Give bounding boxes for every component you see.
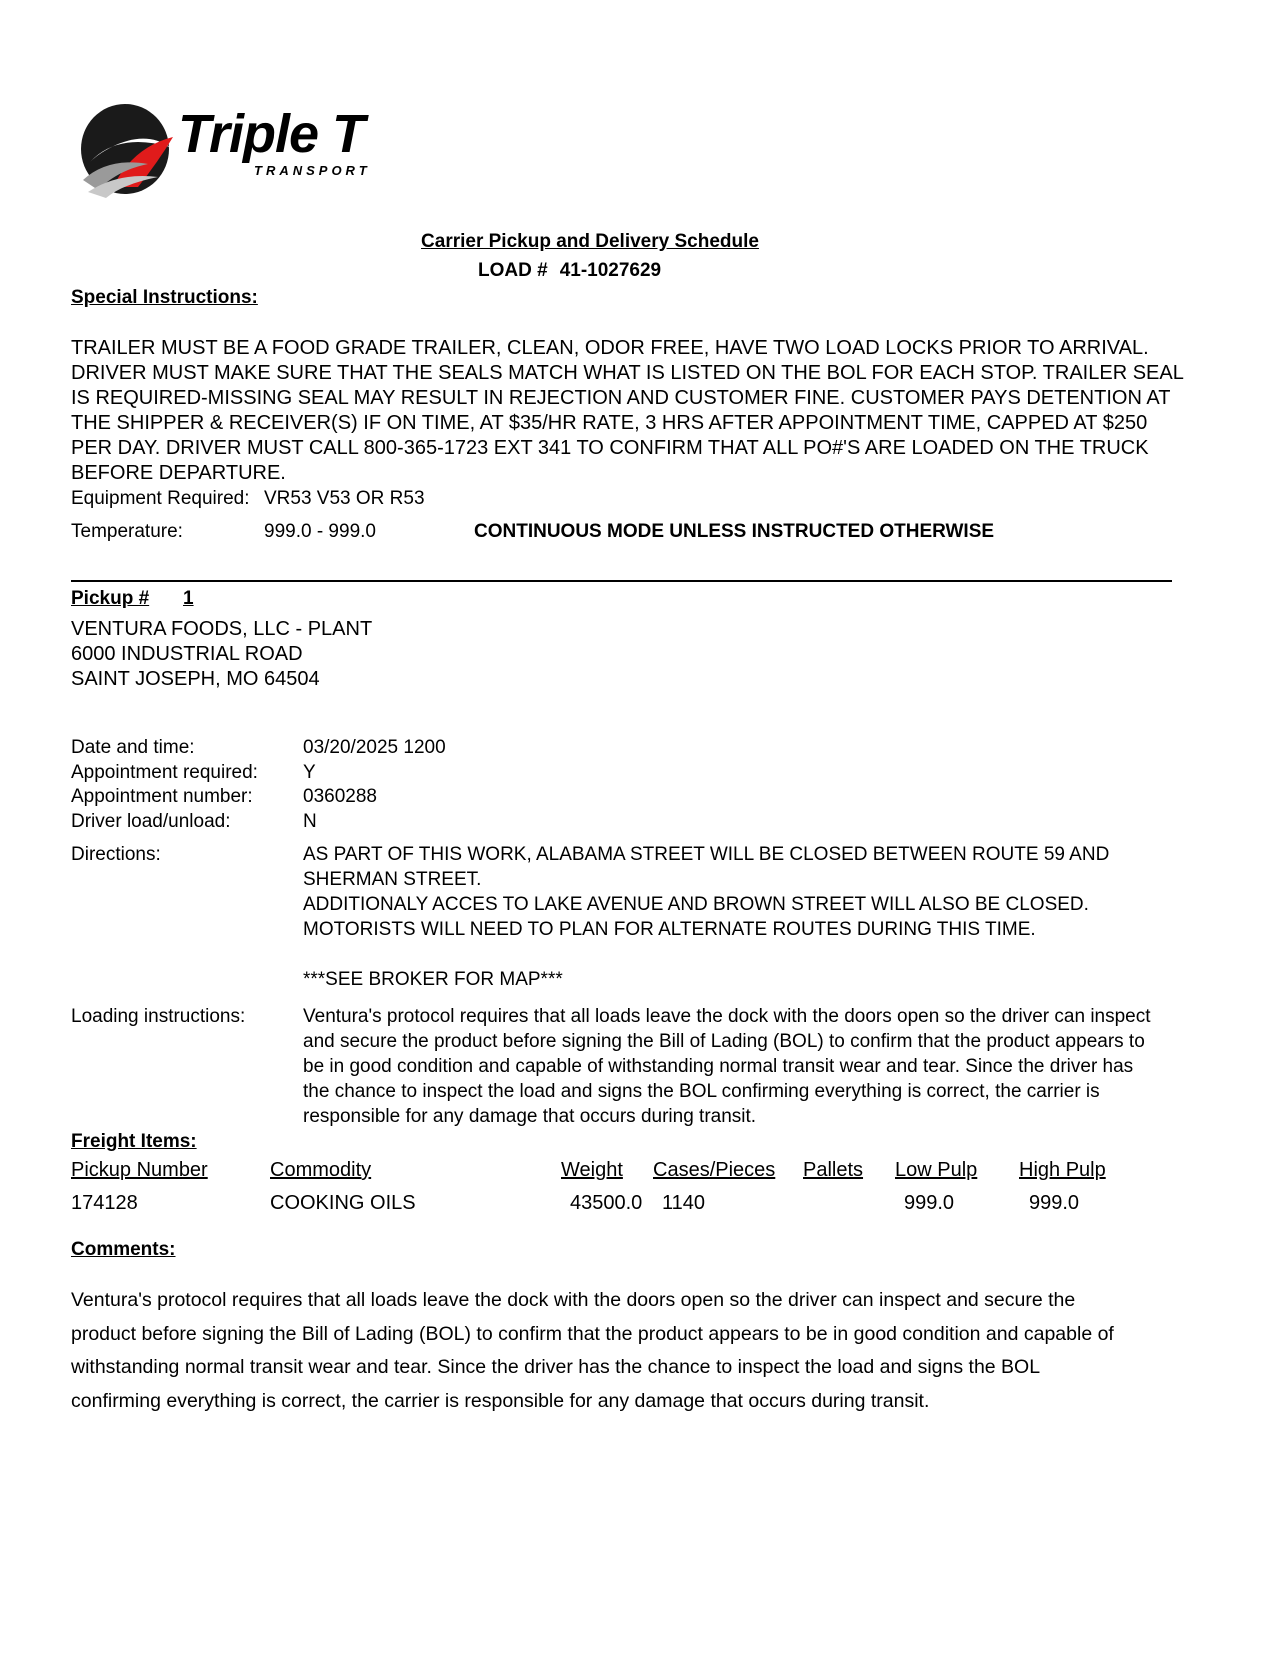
col-header-pickup-number: Pickup Number <box>71 1159 208 1181</box>
cell-cases-pieces: 1140 <box>662 1192 706 1214</box>
equipment-value: VR53 V53 OR R53 <box>264 488 425 509</box>
equipment-label: Equipment Required: <box>71 488 250 509</box>
cell-pickup-number: 174128 <box>71 1192 138 1214</box>
comments-text: Ventura's protocol requires that all loads leave the dock with the doors open so the driver can inspect and secure the product before signing the Bill of Lading (BOL) to confirm that the product appears to be in good condition and capable of withstanding normal transit wear and tear. Since the driver has the chance to inspect the load and signs the BOL confirming everything is correct, the carrier is responsible for any damage that occurs during transit. <box>71 1289 1114 1412</box>
logo-subtext: TRANSPORT <box>254 163 371 178</box>
directions-line: AS PART OF THIS WORK, ALABAMA STREET WILL BE CLOSED BETWEEN ROUTE 59 AND <box>303 844 1110 865</box>
col-header-high-pulp: High Pulp <box>1019 1159 1106 1181</box>
appointment-number-value: 0360288 <box>303 786 377 807</box>
temperature-value: 999.0 - 999.0 <box>264 521 376 542</box>
date-label: Date and time: <box>71 737 195 758</box>
loading-instructions-text: Ventura's protocol requires that all loads leave the dock with the doors open so the driver can inspect and secure the product before signing the Bill of Lading (BOL) to confirm that the product appears to be in good condition and capable of withstanding normal transit wear and tear. Since the driver has the chance to inspect the load and signs the BOL confirming everything is correct, the carrier is responsible for any damage that occurs during transit. <box>303 1006 1151 1127</box>
pickup-address-line: 6000 INDUSTRIAL ROAD <box>71 643 303 665</box>
directions-label: Directions: <box>71 844 161 865</box>
col-header-cases-pieces: Cases/Pieces <box>653 1159 776 1181</box>
logo-wordmark: Triple T <box>178 104 365 164</box>
appointment-required-label: Appointment required: <box>71 762 258 783</box>
col-header-commodity: Commodity <box>270 1159 372 1181</box>
date-value: 03/20/2025 1200 <box>303 737 446 758</box>
freight-items-heading: Freight Items: <box>71 1131 197 1152</box>
directions-map-note: ***SEE BROKER FOR MAP*** <box>303 969 563 990</box>
pickup-number: 1 <box>183 588 194 609</box>
pickup-label: Pickup # <box>71 588 150 609</box>
temperature-mode-note: CONTINUOUS MODE UNLESS INSTRUCTED OTHERWISE <box>474 521 995 542</box>
col-header-low-pulp: Low Pulp <box>895 1159 978 1181</box>
appointment-required-value: Y <box>303 762 316 783</box>
driver-load-value: N <box>303 811 317 832</box>
comments-heading: Comments: <box>71 1239 176 1260</box>
document-title: Carrier Pickup and Delivery Schedule <box>421 231 759 252</box>
load-number-line <box>478 259 661 283</box>
loading-instructions-label: Loading instructions: <box>71 1006 246 1027</box>
cell-low-pulp: 999.0 <box>904 1192 955 1214</box>
section-divider <box>71 580 1172 582</box>
driver-load-label: Driver load/unload: <box>71 811 231 832</box>
pickup-address-line: SAINT JOSEPH, MO 64504 <box>71 668 320 690</box>
directions-line: ADDITIONALY ACCES TO LAKE AVENUE AND BROWN STREET WILL ALSO BE CLOSED. <box>303 894 1089 915</box>
pickup-address-line: VENTURA FOODS, LLC - PLANT <box>71 618 373 640</box>
special-instructions-text: TRAILER MUST BE A FOOD GRADE TRAILER, CLEAN, ODOR FREE, HAVE TWO LOAD LOCKS PRIOR TO ARRIVAL. DRIVER MUST MAKE SURE THAT THE SEALS MATCH WHAT IS LISTED ON THE BOL FOR EACH STOP. TRAILER SEAL IS REQUIRED-MISSING SEAL MAY RESULT IN REJECTION AND CUSTOMER FINE. CUSTOMER PAYS DETENTION AT THE SHIPPER & RECEIVER(S) IF ON TIME, AT $35/HR RATE, 3 HRS AFTER APPOINTMENT TIME, CAPPED AT $250 PER DAY. DRIVER MUST CALL 800-365-1723 EXT 341 TO CONFIRM THAT ALL PO#'S ARE LOADED ON THE TRUCK BEFORE DEPARTURE. <box>71 337 1184 484</box>
cell-high-pulp: 999.0 <box>1029 1192 1080 1214</box>
special-instructions-heading: Special Instructions: <box>71 287 258 308</box>
cell-commodity: COOKING OILS <box>270 1192 416 1214</box>
cell-weight: 43500.0 <box>570 1192 643 1214</box>
col-header-weight: Weight <box>561 1159 623 1181</box>
col-header-pallets: Pallets <box>803 1159 864 1181</box>
directions-line: MOTORISTS WILL NEED TO PLAN FOR ALTERNATE ROUTES DURING THIS TIME. <box>303 919 1036 940</box>
directions-line: SHERMAN STREET. <box>303 869 482 890</box>
load-number: 41-1027629 <box>559 260 662 281</box>
load-label: LOAD # <box>478 260 548 281</box>
logo-swoosh-icon <box>78 92 188 202</box>
temperature-label: Temperature: <box>71 521 183 542</box>
appointment-number-label: Appointment number: <box>71 786 253 807</box>
